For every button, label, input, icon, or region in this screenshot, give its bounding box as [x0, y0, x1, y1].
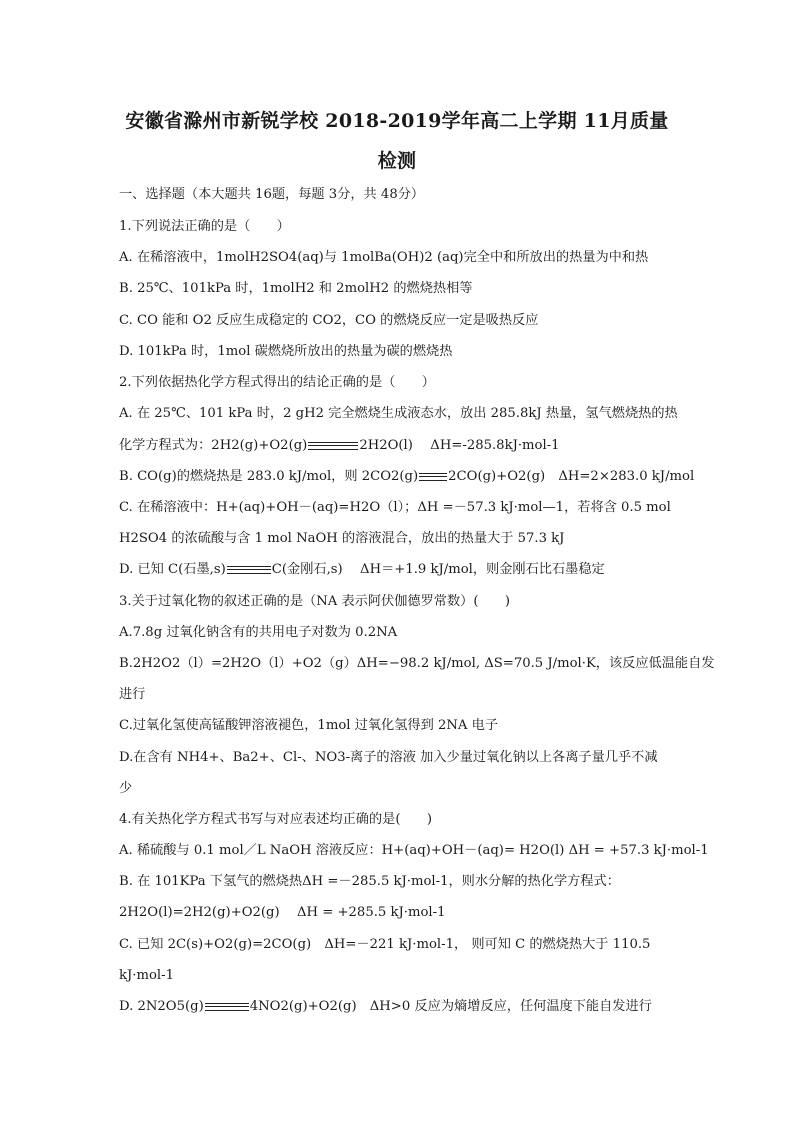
question-4-option-a: A. 稀硫酸与 0.1 mol／L NaOH 溶液反应：H+(aq)+OH－(aq)= H2O(l) ΔH = +57.3 kJ·mol-1 — [119, 843, 709, 858]
equals-sign-icon — [205, 1003, 249, 1011]
question-3-option-b-continued: 进行 — [119, 687, 146, 702]
question-3-option-d-continued: 少 — [119, 781, 133, 796]
document-title: 安徽省滁州市新锐学校 2018-2019学年高二上学期 11月质量 — [125, 110, 669, 132]
question-3-option-b: B.2H2O2（l）=2H2O（l）+O2（g）ΔH=−98.2 kJ/mol, ΔS=70.5 J/mol·K，该反应低温能自发 — [119, 656, 715, 671]
equation-left: B. CO(g)的燃烧热是 283.0 kJ/mol，则 2CO2(g) — [119, 469, 419, 484]
question-4-option-b-continued: 2H2O(l)=2H2(g)+O2(g) ΔH = +285.5 kJ·mol-1 — [119, 905, 446, 920]
section-heading: 一、选择题（本大题共 16题，每题 3分，共 48分） — [119, 187, 425, 202]
question-4-option-c-continued: kJ·mol-1 — [119, 968, 174, 983]
equation-left: D. 已知 C(石墨,s) — [119, 562, 226, 577]
question-2-option-d — [119, 561, 605, 579]
equation-right: 2H2O(l) ΔH=-285.8kJ·mol-1 — [359, 438, 560, 453]
question-3-stem: 3.关于过氧化物的叙述正确的是（NA 表示阿伏伽德罗常数）( ) — [119, 594, 510, 609]
question-1-option-d: D. 101kPa 时，1mol 碳燃烧所放出的热量为碳的燃烧热 — [119, 344, 453, 359]
question-2-option-c: C. 在稀溶液中：H+(aq)+OH－(aq)=H2O（l）；ΔH =－57.3 kJ·mol—1，若将含 0.5 mol — [119, 500, 671, 515]
question-2-option-c-continued: H2SO4 的浓硫酸与含 1 mol NaOH 的溶液混合，放出的热量大于 57.3 kJ — [119, 531, 565, 546]
question-3-option-a: A.7.8g 过氧化钠含有的共用电子对数为 0.2NA — [119, 625, 398, 640]
question-4-option-b: B. 在 101KPa 下氢气的燃烧热ΔH =－285.5 kJ·mol-1，则水分解的热化学方程式： — [119, 874, 620, 889]
equals-sign-icon — [227, 566, 271, 574]
equals-sign-icon — [308, 442, 358, 450]
question-2-option-a: A. 在 25℃、101 kPa 时，2 gH2 完全燃烧生成液态水，放出 285.8kJ 热量，氢气燃烧热的热 — [119, 406, 678, 421]
equation-right: C(金刚石,s) ΔH＝+1.9 kJ/mol，则金刚石比石墨稳定 — [271, 562, 605, 577]
question-4-option-d — [119, 998, 652, 1016]
question-4-stem: 4.有关热化学方程式书写与对应表述均正确的是( ) — [119, 812, 432, 827]
question-2-option-a-continued — [119, 437, 560, 455]
equation-left: 化学方程式为：2H2(g)+O2(g) — [119, 438, 308, 453]
equation-right: 2CO(g)+O2(g) ΔH=2×283.0 kJ/mol — [448, 469, 695, 484]
question-1-stem: 1.下列说法正确的是（ ） — [119, 219, 290, 234]
document-title-continued: 检测 — [377, 150, 417, 172]
equation-left: D. 2N2O5(g) — [119, 999, 204, 1014]
equation-right: 4NO2(g)+O2(g) ΔH>0 反应为熵增反应，任何温度下能自发进行 — [249, 999, 652, 1014]
question-2-stem: 2.下列依据热化学方程式得出的结论正确的是（ ） — [119, 375, 435, 390]
question-4-option-c: C. 已知 2C(s)+O2(g)=2CO(g) ΔH=－221 kJ·mol-1， 则可知 C 的燃烧热大于 110.5 — [119, 937, 651, 952]
question-3-option-d: D.在含有 NH4+、Ba2+、Cl-、NO3-离子的溶液 加入少量过氧化钠以上各离子量几乎不减 — [119, 750, 658, 765]
question-1-option-b: B. 25℃、101kPa 时，1molH2 和 2molH2 的燃烧热相等 — [119, 281, 473, 296]
question-2-option-b — [119, 468, 694, 486]
question-1-option-c: C. CO 能和 O2 反应生成稳定的 CO2，CO 的燃烧反应一定是吸热反应 — [119, 313, 539, 328]
question-1-option-a: A. 在稀溶液中，1molH2SO4(aq)与 1molBa(OH)2 (aq)完全中和所放出的热量为中和热 — [119, 250, 649, 265]
equals-sign-icon — [419, 473, 447, 481]
question-3-option-c: C.过氧化氢使高锰酸钾溶液褪色，1mol 过氧化氢得到 2NA 电子 — [119, 718, 499, 733]
